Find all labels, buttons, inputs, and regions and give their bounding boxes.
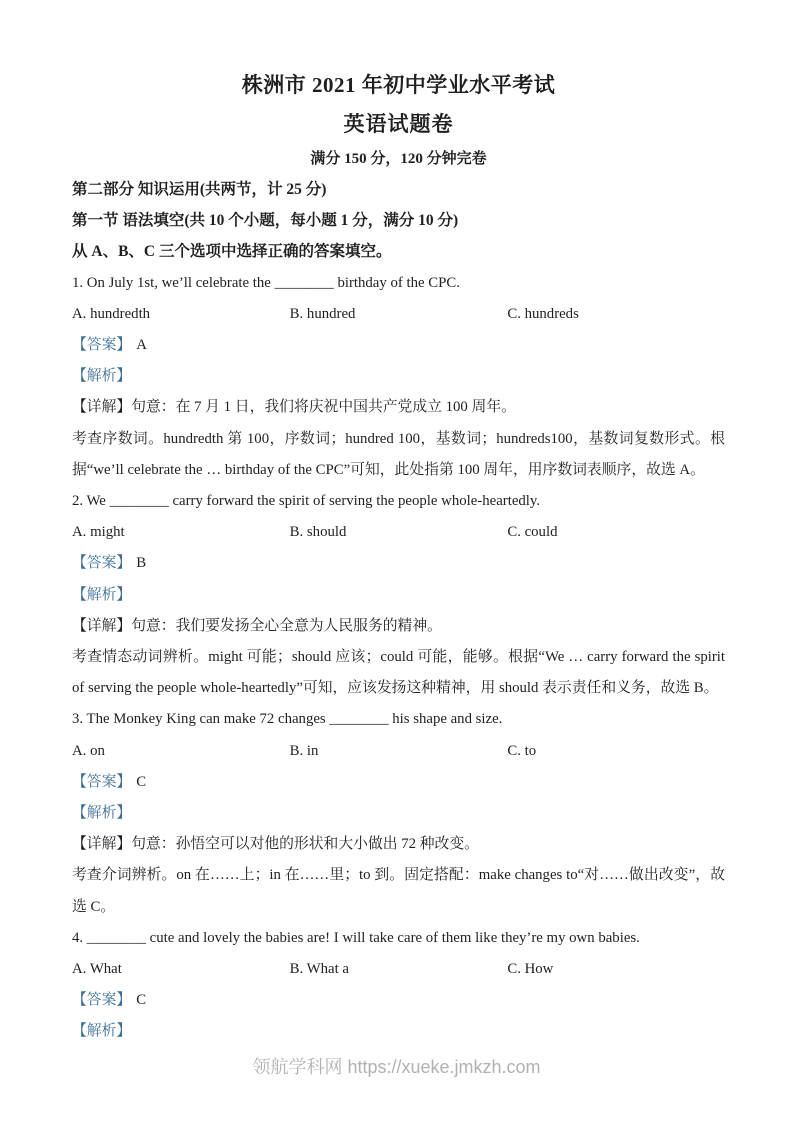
paper-subtitle: 英语试题卷	[343, 112, 454, 136]
section-heading-section1: 第一节 语法填空(共 10 个小题，每小题 1 分，满分 10 分)	[72, 212, 459, 230]
analysis-label: 【解析】	[72, 1023, 132, 1040]
option-a: A. What	[72, 961, 122, 978]
analysis-label: 【解析】	[72, 368, 132, 385]
explanation-paragraph: 考查情态动词辨析。might 可能；should 应该；could 可能，能够。根据“We … carry forward the spirit of serving the people whole-heartedly”可知，应该发扬这种精神，用 should 表示责任和义务，故选 B。	[72, 649, 725, 697]
watermark-text: 领航学科网 https://xueke.jmkzh.com	[252, 1057, 541, 1077]
answer-line	[72, 985, 725, 1016]
explanation-paragraph: 考查序数词。hundredth 第 100，序数词；hundred 100，基数词；hundreds100，基数词复数形式。根据“we’ll celebrate the … birthday of the CPC”可知，此处指第 100 周年，用序数词表顺序，故选 A。	[72, 430, 725, 478]
option-b: B. in	[289, 742, 319, 759]
explanation-paragraph: 【详解】句意：在 7 月 1 日，我们将庆祝中国共产党成立 100 周年。	[72, 399, 516, 416]
answer-line	[72, 767, 725, 798]
option-a: A. on	[72, 742, 105, 759]
question-block-1	[72, 268, 725, 486]
answer-value: C	[136, 773, 147, 790]
analysis-label: 【解析】	[72, 805, 132, 822]
explanation-paragraph: 【详解】句意：孙悟空可以对他的形状和大小做出 72 种改变。	[72, 836, 479, 853]
option-b: B. should	[289, 524, 347, 541]
answer-line	[72, 330, 725, 361]
option-a: A. hundredth	[72, 305, 151, 322]
answer-value: C	[136, 992, 147, 1009]
section-heading-part2: 第二部分 知识运用(共两节，计 25 分)	[72, 181, 327, 198]
answer-value: A	[136, 337, 147, 354]
option-b: B. What a	[289, 961, 349, 978]
question-text: 1. On July 1st, we’ll celebrate the ________ birthday of the CPC.	[72, 274, 460, 291]
question-block-2	[72, 486, 725, 704]
analysis-line	[72, 1016, 725, 1047]
answer-line	[72, 548, 725, 579]
option-c: C. How	[507, 961, 554, 978]
option-a: A. might	[72, 524, 125, 541]
analysis-line	[72, 580, 725, 611]
options-row	[72, 954, 725, 985]
answer-label: 【答案】	[72, 773, 132, 790]
question-text: 4. ________ cute and lovely the babies are! I will take care of them like they’re my own babies.	[72, 929, 640, 946]
answer-label: 【答案】	[72, 555, 132, 572]
answer-value: B	[136, 555, 147, 572]
question-block-4	[72, 923, 725, 1048]
option-c: C. to	[507, 742, 537, 759]
analysis-line	[72, 361, 725, 392]
option-c: C. could	[507, 524, 558, 541]
option-c: C. hundreds	[507, 305, 579, 322]
instruction-text: 从 A、B、C 三个选项中选择正确的答案填空。	[72, 243, 392, 261]
page-title: 株洲市 2021 年初中学业水平考试	[241, 73, 556, 97]
analysis-line	[72, 798, 725, 829]
question-text: 2. We ________ carry forward the spirit of serving the people whole-heartedly.	[72, 493, 541, 510]
explanation-paragraph: 【详解】句意：我们要发扬全心全意为人民服务的精神。	[72, 617, 442, 634]
answer-label: 【答案】	[72, 992, 132, 1009]
options-row	[72, 517, 725, 548]
explanation-paragraph: 考查介词辨析。on 在……上；in 在……里；to 到。固定搭配：make changes to“对……做出改变”，故选 C。	[72, 867, 725, 915]
question-block-3	[72, 704, 725, 922]
question-text: 3. The Monkey King can make 72 changes ________ his shape and size.	[72, 711, 503, 728]
score-info: 满分 150 分，120 分钟完卷	[310, 151, 487, 167]
options-row	[72, 736, 725, 767]
answer-label: 【答案】	[72, 337, 132, 354]
analysis-label: 【解析】	[72, 586, 132, 603]
options-row	[72, 299, 725, 330]
option-b: B. hundred	[289, 305, 356, 322]
